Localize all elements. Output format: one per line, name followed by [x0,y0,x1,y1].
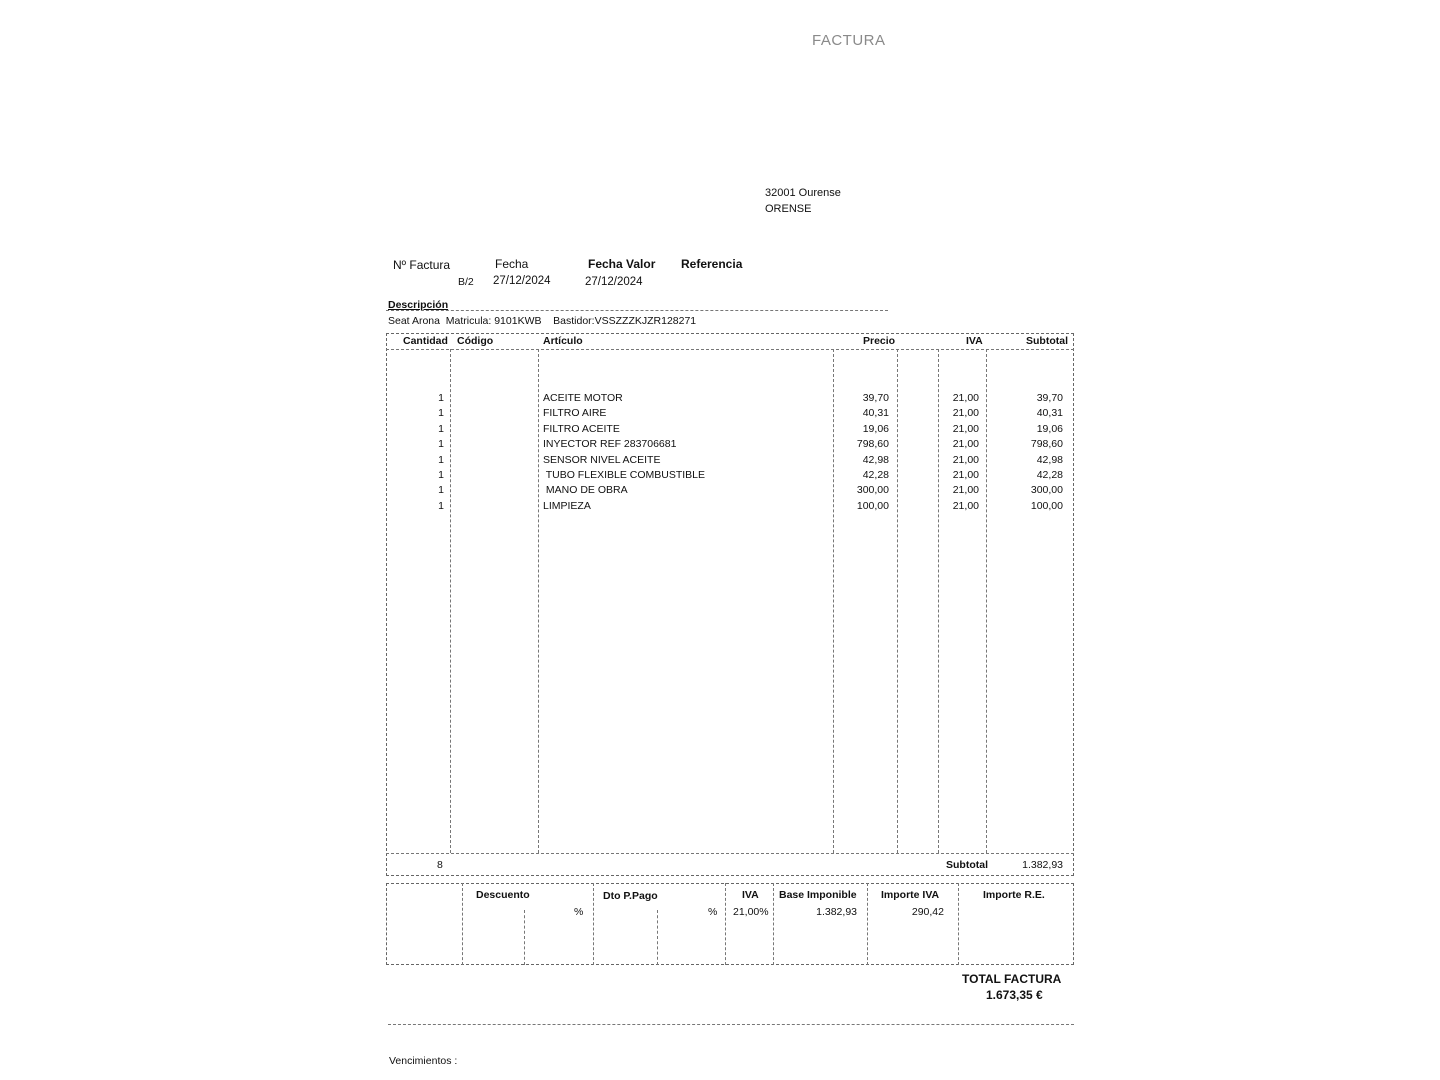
table-row [386,484,1074,499]
row-subtotal: 100,00 [1030,499,1063,512]
footer-divider [388,1024,1074,1025]
table-row [386,407,1074,422]
table-row [386,423,1074,438]
col-header-article: Artículo [543,335,583,347]
due-dates-label: Vencimientos : [389,1055,458,1067]
row-price: 100,00 [856,499,889,512]
table-row [386,469,1074,484]
subtotal-label: Subtotal [946,859,988,871]
invoice-number-label: Nº Factura [393,258,451,272]
table-row [386,392,1074,407]
row-article: FILTRO AIRE [543,407,607,420]
row-article: SENSOR NIVEL ACEITE [543,453,661,466]
reference-label: Referencia [681,257,743,271]
row-subtotal: 798,60 [1030,438,1063,451]
total-quantity: 8 [437,859,443,871]
vat-amount-value: 290,42 [911,906,944,918]
row-qty: 1 [438,484,444,497]
row-subtotal: 42,28 [1036,468,1063,481]
description-label: Descripción [388,299,449,311]
row-article: TUBO FLEXIBLE COMBUSTIBLE [543,468,706,481]
col-header-subtotal: Subtotal [1026,335,1068,347]
address-line-1: 32001 Ourense [765,187,841,199]
discount-label: Descuento [476,889,530,901]
column-divider [725,883,726,965]
row-article: MANO DE OBRA [543,484,628,497]
row-qty: 1 [438,453,444,466]
value-date-value: 27/12/2024 [585,276,643,288]
vat-label: IVA [742,889,759,901]
row-price: 19,06 [862,422,889,435]
table-row [386,500,1074,515]
re-amount-label: Importe R.E. [983,889,1045,901]
row-article: ACEITE MOTOR [543,392,623,404]
row-price: 42,98 [862,453,889,466]
row-qty: 1 [438,499,444,512]
table-row [386,454,1074,469]
row-qty: 1 [438,407,444,420]
row-vat: 21,00 [952,484,979,497]
total-invoice-value: 1.673,35 € [986,988,1043,1002]
column-divider [593,883,594,965]
row-price: 798,60 [856,438,889,451]
row-vat: 21,00 [952,422,979,435]
date-label: Fecha [495,257,529,271]
table-footer-divider [386,853,1074,854]
row-subtotal: 40,31 [1036,407,1063,420]
row-vat: 21,00 [952,392,979,404]
row-qty: 1 [438,468,444,481]
column-divider [867,883,868,965]
discount-percent-symbol: % [574,906,584,918]
total-invoice-label: TOTAL FACTURA [962,972,1062,986]
row-subtotal: 300,00 [1030,484,1063,497]
col-header-price: Precio [863,335,896,347]
row-article: FILTRO ACEITE [543,422,620,435]
row-price: 300,00 [856,484,889,497]
row-subtotal: 39,70 [1036,392,1063,404]
row-vat: 21,00 [952,453,979,466]
col-header-code: Código [457,335,494,347]
taxable-base-label: Base Imponible [779,889,857,901]
taxable-base-value: 1.382,93 [816,906,857,918]
row-vat: 21,00 [952,438,979,451]
description-divider [386,310,888,311]
document-title: FACTURA [812,32,886,49]
vat-rate: 21,00% [733,906,769,918]
col-header-vat: IVA [966,335,983,347]
column-divider [958,883,959,965]
date-value: 27/12/2024 [493,275,551,287]
row-qty: 1 [438,422,444,435]
column-divider [657,910,658,965]
row-vat: 21,00 [952,468,979,481]
row-article: INYECTOR REF 283706681 [543,438,677,451]
row-price: 39,70 [862,392,889,404]
payment-discount-percent-symbol: % [708,906,718,918]
address-line-2: ORENSE [765,203,812,215]
column-divider [773,883,774,965]
payment-discount-label: Dto P.Pago [603,890,658,902]
row-vat: 21,00 [952,499,979,512]
column-divider [524,910,525,965]
subtotal-value: 1.382,93 [1022,859,1063,871]
description-text: Seat Arona Matricula: 9101KWB Bastidor:VSSZZZKJZR128271 [388,315,697,327]
row-subtotal: 19,06 [1036,422,1063,435]
row-vat: 21,00 [952,407,979,420]
table-row [386,438,1074,453]
table-rows [386,392,1074,515]
invoice-number-value: B/2 [458,276,474,288]
value-date-label: Fecha Valor [588,257,656,271]
vat-amount-label: Importe IVA [881,889,940,901]
row-qty: 1 [438,392,444,404]
row-qty: 1 [438,438,444,451]
col-header-qty: Cantidad [403,335,448,347]
row-price: 42,28 [862,468,889,481]
row-article: LIMPIEZA [543,499,591,512]
row-price: 40,31 [862,407,889,420]
table-header-divider [386,349,1074,350]
column-divider [462,883,463,965]
row-subtotal: 42,98 [1036,453,1063,466]
